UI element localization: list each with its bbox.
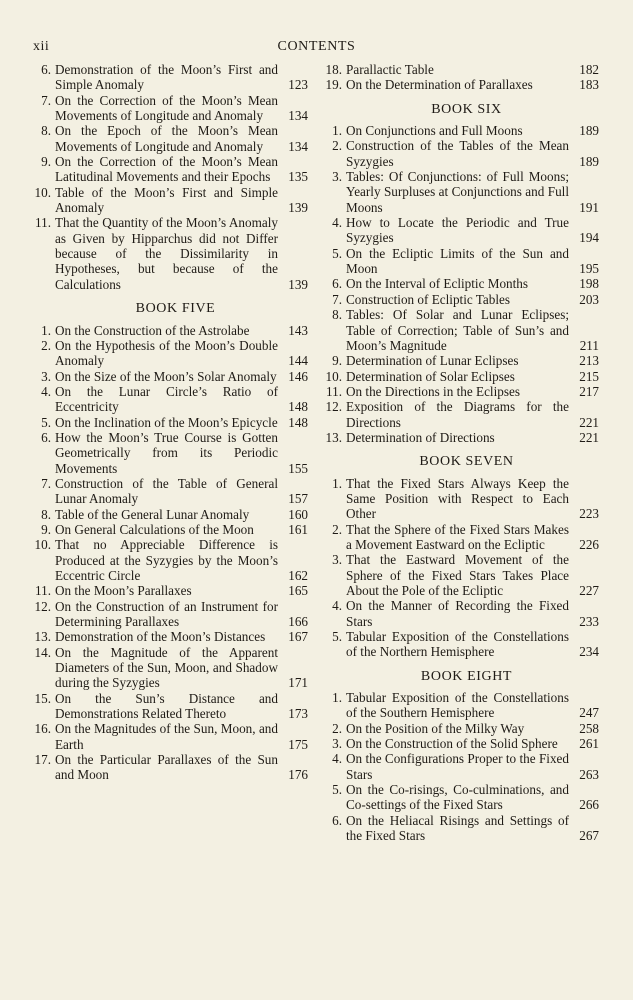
entry-page-number: 261 (579, 736, 599, 752)
toc-entry (33, 154, 308, 185)
toc-entry (324, 276, 599, 291)
entry-title: That the Sphere of the Fixed Stars Makes a Movement Eastward on the Ecliptic (346, 521, 569, 552)
entry-page-number: 195 (579, 261, 599, 277)
entry-page-number: 161 (288, 521, 308, 537)
entry-number: 9. (332, 353, 342, 369)
contents-left-column (33, 62, 308, 783)
toc-entry (324, 430, 599, 445)
entry-title: On the Correction of the Moon’s Mean Latitudinal Movements and their Epochs (55, 154, 278, 185)
entry-page-number: 162 (288, 568, 308, 583)
entry-number: 8. (41, 123, 51, 139)
entry-number: 8. (41, 506, 51, 522)
entry-number: 6. (41, 429, 51, 445)
entry-number: 10. (325, 368, 342, 384)
toc-entry (324, 736, 599, 751)
entry-title: Construction of the Table of General Lunar Anomaly (55, 475, 278, 507)
toc-entry (324, 292, 599, 307)
entry-number: 13. (34, 629, 51, 645)
entry-page-number: 189 (579, 123, 599, 139)
entry-title: Tables: Of Conjunctions: of Full Moons; Yearly Surpluses at Conjunctions and Full Moons (346, 169, 569, 215)
entry-title: Construction of Ecliptic Tables (346, 291, 511, 307)
entry-title: That no Appreciable Difference is Produced at the Syzygies by the Moon’s Eccentric Circle (55, 537, 278, 583)
entry-title: Construction of the Tables of the Mean Syzygies (346, 138, 569, 169)
entry-list (324, 476, 599, 660)
toc-entry (324, 751, 599, 782)
entry-number: 3. (332, 169, 342, 185)
entry-title: On the Determination of Parallaxes (346, 77, 533, 93)
entry-title: On the Magnitudes of the Sun, Moon, and Earth (55, 721, 278, 752)
entry-page-number: 166 (288, 614, 308, 630)
entry-page-number: 223 (579, 506, 599, 522)
entry-title: On General Calculations of the Moon (55, 521, 254, 537)
entry-number: 4. (332, 598, 342, 614)
entry-title: Table of the General Lunar Anomaly (55, 506, 250, 522)
toc-entry (33, 215, 308, 292)
entry-number: 10. (34, 184, 51, 200)
entry-number: 2. (332, 521, 342, 537)
toc-entry (324, 384, 599, 399)
entry-number: 2. (332, 138, 342, 154)
entry-page-number: 148 (288, 414, 308, 430)
toc-entry (33, 384, 308, 415)
entry-title: On the Construction of the Solid Sphere (346, 736, 558, 752)
entry-title: Table of the Moon’s First and Simple Anomaly (55, 184, 278, 216)
toc-entry (324, 476, 599, 522)
entry-number: 6. (332, 812, 342, 828)
entry-number: 10. (34, 537, 51, 553)
entry-title: On the Configurations Proper to the Fixed Stars (346, 751, 569, 782)
toc-entry (324, 552, 599, 598)
entry-page-number: 165 (288, 583, 308, 599)
entry-page-number: 171 (288, 675, 308, 691)
entry-page-number: 176 (288, 767, 308, 783)
toc-entry (33, 62, 308, 93)
toc-entry (33, 123, 308, 154)
toc-entry (33, 369, 308, 384)
toc-entry (33, 691, 308, 722)
entry-title: On the Hypothesis of the Moon’s Double Anomaly (55, 337, 278, 369)
entry-number: 3. (332, 736, 342, 752)
book-heading: BOOK EIGHT (420, 668, 513, 684)
entry-page-number: 266 (579, 797, 599, 813)
toc-entry (33, 323, 308, 338)
toc-entry (33, 645, 308, 691)
entry-page-number: 134 (288, 108, 308, 124)
entry-title: On the Lunar Circle’s Ratio of Eccentricity (55, 383, 278, 415)
entry-title: Determination of Directions (346, 429, 495, 445)
entry-title: Exposition of the Diagrams for the Directions (346, 399, 569, 430)
toc-entry (33, 599, 308, 630)
entry-number: 13. (325, 429, 342, 445)
entry-number: 3. (41, 368, 51, 384)
entry-page-number: 160 (288, 506, 308, 522)
entry-title: Demonstration of the Moon’s First and Simple Anomaly (55, 62, 278, 93)
entry-page-number: 221 (579, 429, 599, 445)
book-heading: BOOK SIX (431, 101, 502, 117)
entry-page-number: 258 (579, 720, 599, 736)
running-head: CONTENTS (277, 39, 356, 54)
entry-number: 14. (34, 644, 51, 660)
book-heading: BOOK SEVEN (419, 454, 514, 470)
entry-list (324, 62, 599, 93)
entry-title: On the Manner of Recording the Fixed Stars (346, 598, 569, 629)
entry-title: Tables: Of Solar and Lunar Eclipses; Table of Correction; Table of Sun’s and Moon’s Magnitude (346, 307, 569, 353)
entry-title: On the Heliacal Risings and Settings of the Fixed Stars (346, 812, 569, 844)
entry-title: Tabular Exposition of the Constellations of the Northern Hemisphere (346, 629, 569, 660)
entry-number: 11. (326, 383, 342, 399)
entry-title: How to Locate the Periodic and True Syzygies (346, 215, 569, 246)
toc-entry (33, 338, 308, 369)
entry-number: 7. (332, 291, 342, 307)
entry-number: 5. (332, 782, 342, 798)
entry-page-number: 183 (579, 77, 599, 93)
entry-number: 17. (34, 752, 51, 768)
entry-title: On the Sun’s Distance and Demonstrations Related Thereto (55, 690, 278, 722)
entry-number: 9. (41, 154, 51, 170)
page-number: xii (33, 39, 50, 54)
toc-entry (324, 138, 599, 169)
entry-page-number: 213 (579, 353, 599, 369)
toc-entry (33, 507, 308, 522)
entry-list (324, 123, 599, 445)
toc-entry (324, 169, 599, 215)
entry-title: On the Position of the Milky Way (346, 720, 525, 736)
toc-entry (324, 690, 599, 721)
entry-title: On the Correction of the Moon’s Mean Movements of Longitude and Anomaly (55, 92, 278, 124)
entry-number: 1. (332, 690, 342, 706)
toc-entry (33, 415, 308, 430)
entry-number: 5. (332, 629, 342, 645)
entry-title: On the Co-risings, Co-culminations, and Co-settings of the Fixed Stars (346, 782, 569, 813)
toc-entry (33, 583, 308, 598)
entry-title: On the Particular Parallaxes of the Sun and Moon (55, 752, 278, 783)
entry-number: 8. (332, 307, 342, 323)
entry-number: 9. (41, 521, 51, 537)
entry-title: Determination of Lunar Eclipses (346, 353, 519, 369)
entry-title: Demonstration of the Moon’s Distances (55, 629, 266, 645)
entry-page-number: 148 (288, 399, 308, 415)
entry-title: On the Size of the Moon’s Solar Anomaly (55, 368, 277, 384)
entry-page-number: 194 (579, 230, 599, 246)
entry-page-number: 215 (579, 368, 599, 384)
entry-number: 4. (332, 751, 342, 767)
toc-entry (33, 476, 308, 507)
toc-entry (324, 598, 599, 629)
toc-entry (324, 246, 599, 277)
entry-page-number: 139 (288, 200, 308, 216)
entry-number: 11. (35, 583, 51, 599)
toc-entry (324, 522, 599, 553)
entry-page-number: 123 (288, 77, 308, 93)
entry-page-number: 226 (579, 536, 599, 552)
entry-page-number: 155 (288, 460, 308, 476)
entry-page-number: 173 (288, 706, 308, 722)
entry-title: On the Magnitude of the Apparent Diameters of the Sun, Moon, and Shadow during the Syzygies (55, 644, 278, 691)
entry-number: 6. (332, 276, 342, 292)
entry-page-number: 234 (579, 644, 599, 660)
entry-number: 4. (41, 383, 51, 399)
toc-entry (33, 522, 308, 537)
entry-list (33, 62, 308, 292)
entry-number: 2. (332, 720, 342, 736)
toc-entry (324, 782, 599, 813)
entry-page-number: 134 (288, 138, 308, 154)
entry-page-number: 135 (288, 169, 308, 185)
entry-list (324, 690, 599, 843)
entry-number: 2. (41, 337, 51, 353)
entry-title: Parallactic Table (346, 62, 434, 77)
entry-page-number: 221 (579, 414, 599, 430)
entry-page-number: 217 (579, 383, 599, 399)
toc-entry (33, 752, 308, 783)
entry-page-number: 198 (579, 276, 599, 292)
toc-entry (324, 721, 599, 736)
entry-number: 12. (325, 399, 342, 415)
entry-title: On Conjunctions and Full Moons (346, 123, 523, 139)
entry-number: 11. (35, 215, 51, 231)
toc-entry (33, 629, 308, 644)
entry-page-number: 267 (579, 828, 599, 844)
entry-page-number: 146 (288, 368, 308, 384)
entry-title: That the Eastward Movement of the Sphere of the Fixed Stars Takes Place About the Pole of the Ecliptic (346, 552, 569, 598)
entry-page-number: 143 (288, 322, 308, 338)
entry-page-number: 191 (579, 199, 599, 215)
contents-right-column (324, 62, 599, 844)
toc-entry (324, 77, 599, 92)
toc-entry (324, 307, 599, 353)
entry-title: Determination of Solar Eclipses (346, 368, 515, 384)
entry-number: 4. (332, 215, 342, 231)
toc-entry (324, 215, 599, 246)
entry-number: 19. (325, 77, 342, 93)
entry-page-number: 175 (288, 736, 308, 752)
entry-number: 1. (332, 475, 342, 491)
entry-page-number: 144 (288, 353, 308, 369)
entry-title: That the Quantity of the Moon’s Anomaly as Given by Hipparchus did not Differ because of the Dissimilarity in Hypotheses, but because of the Calculations (55, 215, 278, 292)
entry-title: On the Directions in the Eclipses (346, 383, 520, 399)
entry-page-number: 211 (579, 337, 599, 353)
entry-title: On the Construction of an Instrument for Determining Parallaxes (55, 598, 278, 630)
toc-entry (324, 353, 599, 368)
entry-number: 12. (34, 598, 51, 614)
entry-title: On the Ecliptic Limits of the Sun and Moon (346, 245, 569, 277)
entry-title: Tabular Exposition of the Constellations of the Southern Hemisphere (346, 690, 569, 721)
entry-page-number: 139 (288, 276, 308, 292)
entry-page-number: 263 (579, 766, 599, 782)
entry-number: 1. (41, 322, 51, 338)
toc-entry (324, 123, 599, 138)
entry-number: 16. (34, 721, 51, 737)
toc-entry (33, 721, 308, 752)
entry-page-number: 247 (579, 705, 599, 721)
toc-entry (33, 185, 308, 216)
entry-page-number: 182 (579, 62, 599, 77)
toc-entry (324, 62, 599, 77)
toc-entry (33, 430, 308, 476)
entry-list (33, 323, 308, 783)
toc-entry (324, 369, 599, 384)
entry-page-number: 203 (579, 291, 599, 307)
book-heading: BOOK FIVE (135, 301, 216, 317)
entry-number: 18. (325, 62, 342, 77)
entry-number: 7. (41, 92, 51, 108)
entry-title: On the Construction of the Astrolabe (55, 322, 250, 338)
toc-entry (33, 537, 308, 583)
entry-title: On the Moon’s Parallaxes (55, 583, 192, 599)
entry-page-number: 189 (579, 153, 599, 169)
entry-number: 15. (34, 690, 51, 706)
entry-number: 6. (41, 62, 51, 77)
entry-title: On the Epoch of the Moon’s Mean Movements of Longitude and Anomaly (55, 123, 278, 154)
entry-number: 1. (332, 123, 342, 139)
toc-entry (324, 629, 599, 660)
entry-number: 7. (41, 475, 51, 491)
entry-page-number: 227 (579, 583, 599, 598)
entry-title: On the Interval of Ecliptic Months (346, 276, 529, 292)
entry-title: On the Inclination of the Moon’s Epicycle (55, 414, 278, 430)
entry-page-number: 233 (579, 613, 599, 629)
entry-page-number: 167 (288, 629, 308, 645)
entry-number: 5. (41, 414, 51, 430)
entry-number: 5. (332, 245, 342, 261)
toc-entry (33, 93, 308, 124)
entry-title: That the Fixed Stars Always Keep the Same Position with Respect to Each Other (346, 475, 569, 522)
toc-entry (324, 399, 599, 430)
entry-title: How the Moon’s True Course is Gotten Geometrically from its Periodic Movements (55, 429, 278, 476)
entry-page-number: 157 (288, 491, 308, 507)
entry-number: 3. (332, 552, 342, 568)
toc-entry (324, 813, 599, 844)
